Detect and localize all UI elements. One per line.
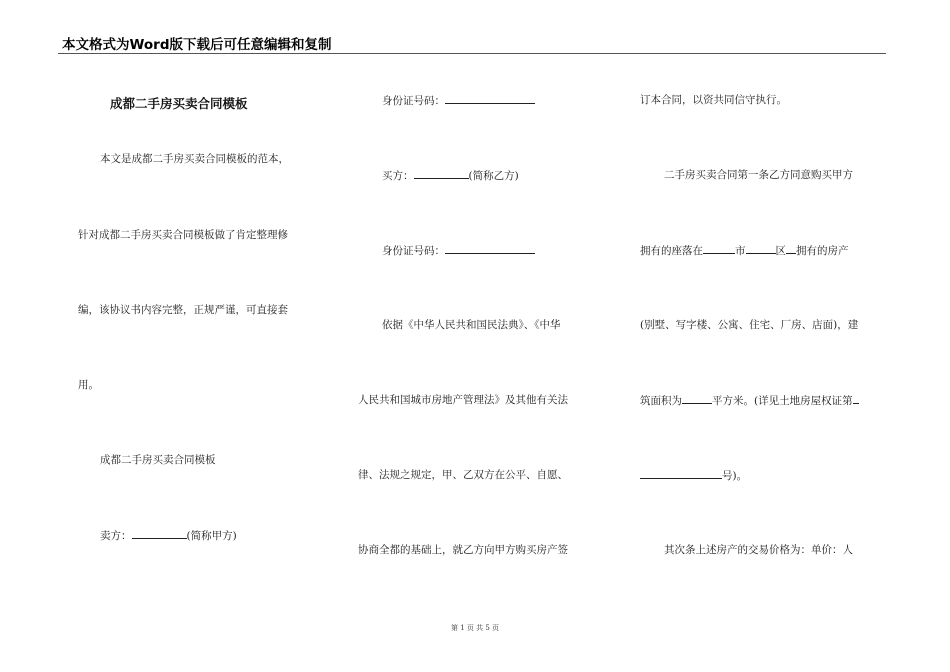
district-label: 区 — [775, 245, 786, 257]
buyer-label: 买方： — [382, 170, 414, 182]
paragraph-line: 律、法规之规定，甲、乙双方在公平、自愿、 — [358, 469, 568, 481]
buyer-alias: (简称乙方) — [468, 170, 519, 182]
certificate-suffix: 号)。 — [722, 470, 748, 482]
area-blank — [682, 393, 712, 404]
paragraph-line: 编，该协议书内容完整，正规严谨，可直接套 — [78, 304, 288, 316]
page-footer: 第 1 页 共 5 页 — [450, 624, 500, 632]
city-blank — [703, 243, 735, 254]
seller-id-blank — [445, 93, 535, 104]
seller-line — [100, 528, 237, 543]
paragraph-line: 用。 — [78, 379, 99, 391]
paragraph-line: 本文是成都二手房买卖合同模板的范本， — [100, 153, 289, 165]
paragraph-line: 订本合同，以资共同信守执行。 — [640, 94, 787, 106]
certificate-line — [640, 468, 747, 483]
paragraph-line: 协商全都的基础上，就乙方向甲方购买房产签 — [358, 544, 568, 556]
area-unit-text: 平方米。(详见土地房屋权证第 — [712, 395, 853, 407]
column-1 — [78, 0, 328, 672]
seller-blank — [132, 528, 187, 539]
paragraph-line: 二手房买卖合同第一条乙方同意购买甲方 — [664, 169, 853, 181]
property-location-line — [640, 243, 849, 258]
paragraph-line: 依据《中华人民共和国民法典》、《中华 — [382, 319, 561, 331]
seller-alias: (简称甲方) — [186, 530, 237, 542]
buyer-blank — [414, 168, 469, 179]
area-label: 筑面积为 — [640, 395, 682, 407]
paragraph-line: (别墅、写字楼、公寓、住宅、厂房、店面)，建 — [640, 319, 859, 331]
buyer-id-label: 身份证号码： — [382, 245, 445, 257]
paragraph-line: 其次条上述房产的交易价格为：单价：人 — [664, 544, 853, 556]
paragraph-line: 针对成都二手房买卖合同模板做了肯定整理修 — [78, 229, 288, 241]
city-label: 市 — [735, 245, 746, 257]
district-blank — [746, 243, 776, 254]
paragraph-line: 人民共和国城市房地产管理法》及其他有关法 — [358, 394, 568, 406]
area-line — [640, 393, 859, 408]
seller-id-line — [382, 93, 535, 108]
column-2 — [358, 0, 608, 672]
seller-id-label: 身份证号码： — [382, 95, 445, 107]
buyer-line — [382, 168, 519, 183]
column-3 — [640, 0, 890, 672]
certificate-blank — [640, 468, 722, 479]
buyer-id-line — [382, 243, 535, 258]
property-label: 拥有的房产 — [796, 245, 849, 257]
extra-blank — [786, 243, 796, 254]
cert-blank-start — [853, 393, 859, 404]
location-label: 拥有的座落在 — [640, 245, 703, 257]
document-banner: 本文格式为Word版下载后可任意编辑和复制 — [62, 37, 332, 53]
seller-label: 卖方： — [100, 530, 132, 542]
document-title: 成都二手房买卖合同模板 — [110, 96, 248, 111]
section-heading: 成都二手房买卖合同模板 — [100, 454, 216, 466]
buyer-id-blank — [445, 243, 535, 254]
